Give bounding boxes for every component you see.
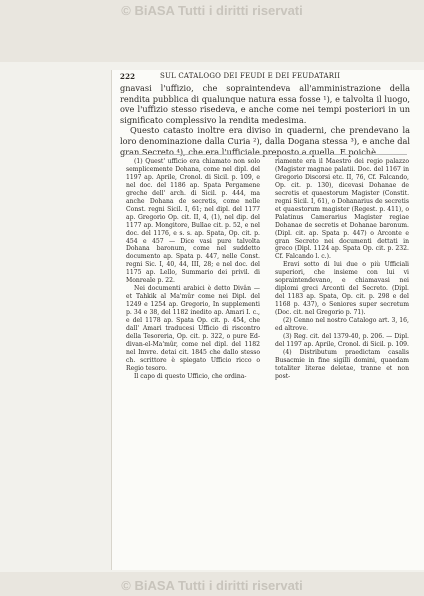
main-paragraph-1: gnavasi l'uffizio, che sopraintendeva all'amministrazione della rendita pubblica di qualunque natura essa fosse ¹), e talvolta il luogo, ove l'uffizio stesso risedeva, e anche come nei tempi posteriori in un significato complessivo la rendita medesima. [120,83,410,125]
main-paragraph-2: Questo catasto inoltre era diviso in quaderni, che prendevano la loro denominazione dalla Curia ²), dalla Dogana stessa ³), e anche dal gran Secreto ⁴), che era l'ufficiale preposto a quella. E poichè [120,125,410,157]
footnote-paragraph: Nei documenti arabici è detto Divân — et Tahkik al Ma'mûr come nei Dipl. del 1249 e 1254 ap. Gregorio, In supplementi p. 34 e 38, del 1182 inedito ap. Amari I. c., e del 1178 ap. Spata Op. cit. p. 454, che dall' Amari traducesi Ufficio di riscontro della Tesoreria, Op. cit. p. 322, o pure Ed-divan-el-Ma'mûr, come nel dipl. del 1182 nel Imvre. detai cit. 1845 che dallo stesso ch. scrittore è spiegato Ufficio ricco o Regio tesoro. [126,285,260,372]
footnotes-left-column [126,158,260,381]
footnote-paragraph: (2) Cenno nel nostro Catalogo art. 3, 16, ed altrove. [275,317,409,333]
footnotes-right-column [275,158,409,381]
footnote-paragraph: (1) Quest' ufficio era chiamato non solo semplicemente Dohana, come nel dipl. del 1197 ap. Aprile, Cronol. di Sicil. p. 109, e nel doc. del 1186 ap. Spata Pergamene greche dell' arch. di Sicil. p. 444, ma anche Dohana de secretis, come nelle Const. regni Sicil. I, 61; nel dipl. del 1177 ap. Gregorio Op. cit. II, 4, (1), nel dip. del 1177 ap. Mongitore, Bullae cit. p. 52, e nel doc. del 1176, e s. s. ap. Spata, Op. cit. p. 454 e 457 — Dice vasi pure talvolta Dohana baronum, come nel suddetto documento ap. Spata p. 447, nelle Const. regni Sic. I, 40, 44, III, 28; e nel doc. del 1175 ap. Lello, Summario dei privil. di Monreale p. 22. [126,158,260,285]
watermark-top: © BiASA Tutti i diritti riservati [121,3,303,18]
running-header [120,72,410,82]
page-number: 222 [120,72,136,81]
footnote-paragraph: Il capo di questo Ufficio, che ordina- [134,372,247,380]
main-text [120,83,410,157]
footnote-paragraph: riamente era il Maestro dei regio palazzo (Magister magnae palatii. Doc. del 1167 in Gregorio Discorsi etc. II, 76, Cf. Falcando, Op. cit. p. 130), dicevasi Dohanae de secretis et quaestorum Magister (Constit. regni Sicil. I, 61), o Dohanarius de secretis et quaestorum magister (Regest. p. 411), o Palatinus Camerarius Magister regiae Dohanae de secretis et Dohanae baronum. (Dipl. cit. ap. Spata p. 447) o Arconte e gran Secreto nei documenti dettati in greco (Dipl. 1124 ap. Spata Op. cit. p. 232. Cf. Falcando l. c.). [275,158,409,261]
running-title: SUL CATALOGO DEI FEUDI E DEI FEUDATARII [160,72,341,80]
watermark-bottom: © BiASA Tutti i diritti riservati [121,578,303,593]
footnote-paragraph: (4) Distributum praedictam casalis Busacmie in fine sigilli domini, quaedam totaliter literae deletae, tranne et non post- [275,348,409,380]
footnote-paragraph: (3) Reg. cit. del 1379-40, p. 206. — Dipl. del 1197 ap. Aprile, Cronol. di Sicil. p. 109. [275,332,409,348]
footnote-paragraph: Eravi sotto di lui due o più Ufficiali superiori, che insieme con lui vi sopraintendevano, e chiamavasi nei diplomi greci Arconti del Secreto. (Dipl. del 1183 ap. Spata, Op. cit. p. 298 e del 1168 p. 437), o Seniores super secretum (Doc. cit. nel Gregorio p. 71). [275,261,409,317]
footnote-separator [125,154,407,155]
